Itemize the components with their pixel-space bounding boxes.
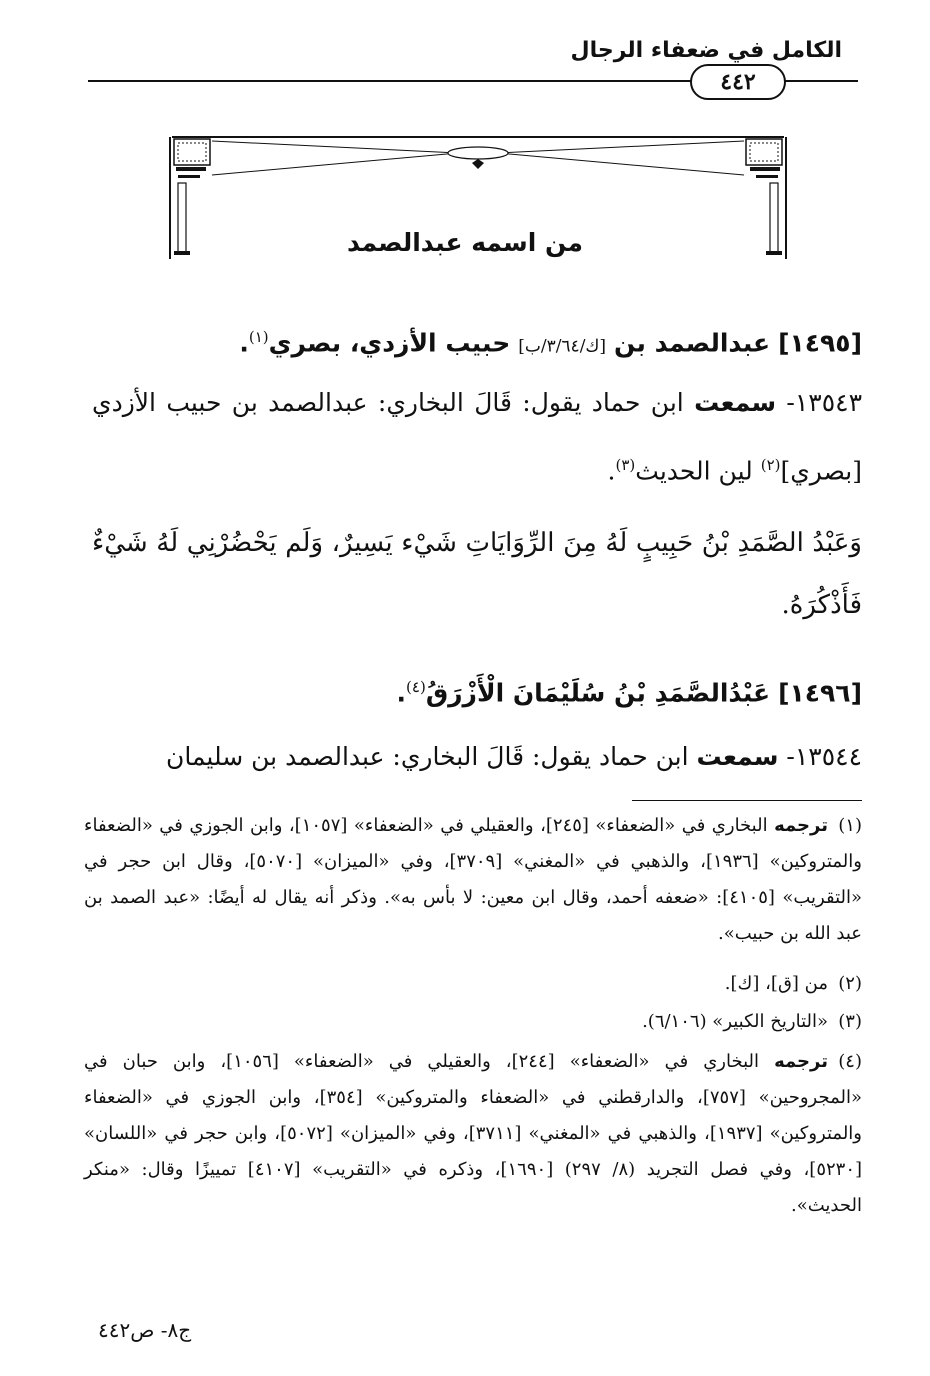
footnote-separator <box>632 800 862 801</box>
footnote-number: (١) <box>838 815 862 836</box>
entry-number: [١٤٩٦] <box>778 678 862 708</box>
narration-13543 <box>92 372 862 502</box>
page-footer-reference: ج٨- ص٤٤٢ <box>98 1318 192 1342</box>
narration-text: ابن حماد يقول: قَالَ البخاري: عبدالصمد بن سليمان <box>166 742 689 771</box>
footnote-number: (٣) <box>838 1011 862 1032</box>
entry-name-end: حبيب الأزدي، بصري <box>268 328 511 358</box>
footnote-text: «التاريخ الكبير» (٦/١٠٦). <box>642 1011 828 1032</box>
footnote-number: (٢) <box>838 973 862 994</box>
footnote-4 <box>84 1044 862 1224</box>
footnote-keyword: ترجمه <box>774 815 828 836</box>
entry-1495-heading: [١٤٩٥] عبدالصمد بن [ك/٣/٦٤/ب] حبيب الأزدي، بصري$^{(١)}$. <box>239 328 862 358</box>
footnote-marker: (٣) <box>615 456 636 474</box>
narration-text-2: لين الحديث <box>635 456 753 486</box>
footnote-keyword: ترجمه <box>774 1051 828 1072</box>
narration-number: ١٣٥٤٤- <box>786 742 862 771</box>
footnote-2 <box>84 966 862 1002</box>
section-title: من اسمه عبدالصمد <box>347 228 583 257</box>
narration-keyword: سمعت <box>696 742 779 771</box>
footnote-1 <box>84 808 862 952</box>
footnote-text: من [ق]، [ك]. <box>724 973 828 994</box>
footnote-marker: (١) <box>248 328 269 346</box>
footnote-3 <box>84 1004 862 1040</box>
period: . <box>607 456 616 486</box>
footnote-marker: (٤) <box>406 678 426 696</box>
entry-1496-heading: [١٤٩٦] عَبْدُالصَّمَدِ بْنُ سُلَيْمَانَ الْأَزْرَقُ$^{(٤)}$. <box>396 678 862 708</box>
entry-name: عَبْدُالصَّمَدِ بْنُ سُلَيْمَانَ الْأَزْرَقُ <box>425 678 771 708</box>
footnote-text: البخاري في «الضعفاء» [٢٤٤]، والعقيلي في «الضعفاء» [١٠٥٦]، وابن حبان في «المجروحين» [٧٥٧]، والدارقطني في «الضعفاء والمتروكين» [٣٥٤]، وابن الجوزي في «الضعفاء والمتروكين» [١٩٣٧]، والذهبي في «المغني» [٣٧١١]، وفي «الميزان» [٥٠٧٢]، وابن حجر في «اللسان» [٥٢٣٠]، وفي فصل التجريد (٨/ ٢٩٧) [١٦٩٠]، وذكره في «التقريب» [٤١٠٧] تمييزًا وقال: «منكر الحديث». <box>84 1051 863 1216</box>
page-number-badge: ٤٤٢ <box>690 64 786 100</box>
manuscript-reference: [ك/٣/٦٤/ب] <box>518 336 607 357</box>
narration-13544 <box>92 726 862 788</box>
running-header-title: الكامل في ضعفاء الرجال <box>570 38 842 63</box>
footnote-text: البخاري في «الضعفاء» [٢٤٥]، والعقيلي في «الضعفاء» [١٠٥٧]، وابن الجوزي في «الضعفاء والمتروكين» [١٩٣٦]، والذهبي في «المغني» [٣٧٠٩]، وفي «الميزان» [٥٠٧٠]، وقال ابن حجر في «التقريب» [٤١٠٥]: «ضعفه أحمد، وقال ابن معين: لا بأس به». وذكر أنه يقال له أيضًا: «عبد الصمد بن عبد الله بن حبيب». <box>84 815 862 944</box>
narration-keyword: سمعت <box>694 388 777 417</box>
entry-number: [١٤٩٥] <box>778 328 862 358</box>
footnote-number: (٤) <box>838 1051 862 1072</box>
commentary-paragraph: وَعَبْدُ الصَّمَدِ بْنُ حَبِيبٍ لَهُ مِنَ الرِّوَايَاتِ شَيْء يَسِيرٌ، وَلَم يَحْضُرْنِي لَهُ شَيْءٌ فَأَذْكُرَهُ. <box>92 528 862 620</box>
entry-name-start: عبدالصمد بن <box>614 328 771 358</box>
narration-number: ١٣٥٤٣- <box>786 388 863 417</box>
footnote-marker: (٢) <box>760 456 781 474</box>
narration-text: ابن حماد يقول: قَالَ البخاري: عبدالصمد بن حبيب الأزدي [بصري] <box>92 388 862 486</box>
